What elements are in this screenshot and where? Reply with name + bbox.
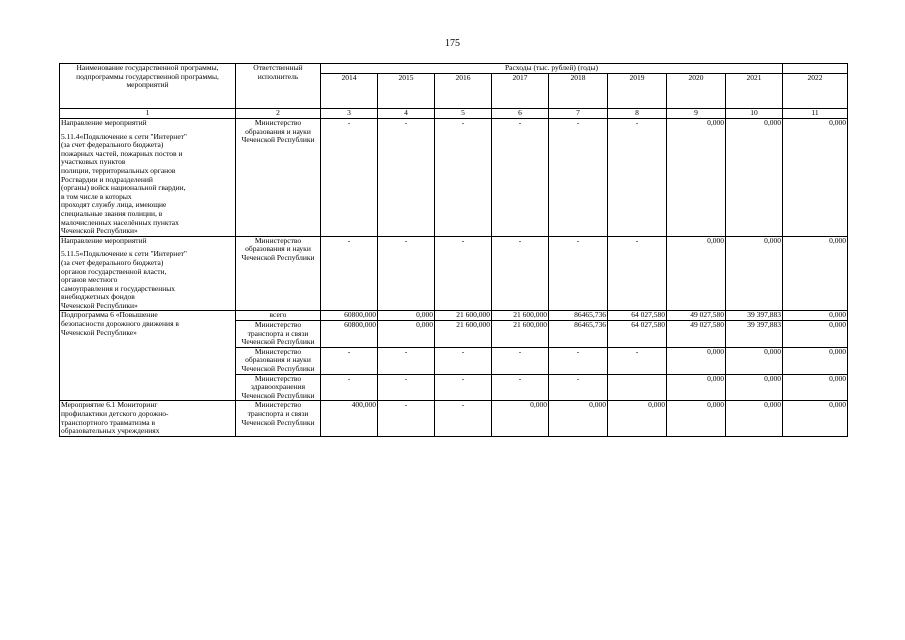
value-cell: - [492,347,549,374]
row-name-line: (за счет федерального бюджета) [61,257,164,267]
value-cell: 0,000 [783,374,848,401]
row-name-line: образовательных учреждениях [61,426,160,436]
value-cell: 0,000 [667,401,726,436]
row-name-line: Направление мероприятий [61,236,147,245]
row-name-line: Направление мероприятий [61,118,147,127]
year-header-cell: 2022 [783,74,848,109]
responsible-cell: Министерство транспорта и связи Чеченской Республики [236,401,321,436]
value-cell: 0,000 [783,321,848,348]
row-name-line: Мероприятие 6.1 Мониторинг [61,400,158,410]
row-name-line: полиции, территориальных органов [61,165,176,175]
value-cell: - [549,236,608,311]
row-name-line: 5.11.5«Подключение к сети "Интернет" [61,249,187,259]
budget-table [59,63,848,437]
row-name-line: Росгвардии и подразделений [61,174,153,184]
row-name-line: профилактики детского дорожно- [61,409,169,418]
value-cell: 0,000 [783,347,848,374]
header-empty-cell [783,64,848,74]
column-numbers-row [60,109,848,119]
year-header-cell: 2020 [667,74,726,109]
page-number: 175 [445,38,460,49]
row-name-line: Подпрограмма 6 «Повышение [61,310,158,320]
responsible-cell: Министерство образования и науки Чеченской Республики [236,119,321,237]
year-header-cell: 2021 [726,74,783,109]
row-name-line: транспортного травматизма в [61,417,156,427]
value-cell: 86465,736 [549,311,608,321]
table-row [60,119,848,237]
value-cell: 21 600,000 [435,311,492,321]
value-cell: 0,000 [608,401,667,436]
column-number-cell: 6 [492,109,549,119]
row-name-line: (органы) войск национальной гвардии, [61,183,186,193]
value-cell: - [378,119,435,237]
value-cell: - [321,374,378,401]
value-cell: 49 027,580 [667,311,726,321]
value-cell: 39 397,883 [726,311,783,321]
row-name-cell [60,119,236,237]
row-name-line: специальные звания полиции, в [61,208,163,218]
row-name-line: самоуправления и государственных [61,283,176,293]
header-responsible-col: Ответственный исполнитель [236,64,321,109]
value-cell: - [435,236,492,311]
column-number-cell: 1 [60,109,236,119]
value-cell: - [608,119,667,237]
value-cell: - [321,236,378,311]
responsible-cell: Министерство здравоохранения Чеченской Республики [236,374,321,401]
value-cell: - [608,236,667,311]
value-cell: - [549,119,608,237]
value-cell: 0,000 [378,311,435,321]
value-cell: 60800,000 [321,311,378,321]
value-cell: 64 027,580 [608,311,667,321]
value-cell: 0,000 [667,347,726,374]
value-cell: 0,000 [549,401,608,436]
row-name-line: пожарных частей, пожарных постов и [61,148,183,158]
row-name-line: в том числе в которых [61,191,132,201]
row-name-line: органов государственной власти, [61,266,167,276]
value-cell: - [378,236,435,311]
value-cell: 400,000 [321,401,378,436]
row-name-line: внебюджетных фондов [61,292,135,302]
value-cell: - [549,347,608,374]
value-cell: 21 600,000 [435,321,492,348]
value-cell: - [378,401,435,436]
value-cell: 21 600,000 [492,311,549,321]
value-cell: 0,000 [726,236,783,311]
column-number-cell: 10 [726,109,783,119]
row-name-line: проходят службу лица, имеющие [61,200,167,210]
column-number-cell: 4 [378,109,435,119]
value-cell: 0,000 [726,347,783,374]
column-number-cell: 3 [321,109,378,119]
value-cell: 0,000 [726,374,783,401]
header-expenses-col: Расходы (тыс. рублей) (годы) [321,64,783,74]
value-cell: 0,000 [726,119,783,237]
value-cell: - [378,374,435,401]
value-cell: 49 027,580 [667,321,726,348]
value-cell: - [378,347,435,374]
row-name-line: (за счет федерального бюджета) [61,140,164,150]
row-name-line: малочисленных населённых пунктах [61,217,179,227]
value-cell: 0,000 [726,401,783,436]
value-cell: 0,000 [783,119,848,237]
value-cell: 0,000 [783,311,848,321]
value-cell: - [549,374,608,401]
row-name-line: органов местного [61,275,118,285]
value-cell: 21 600,000 [492,321,549,348]
row-name-line: безопасности дорожного движения в [61,319,179,329]
row-name-line: Чеченской Республики» [61,300,138,310]
column-number-cell: 2 [236,109,321,119]
row-name-cell [60,401,236,436]
table-row [60,236,848,311]
column-number-cell: 8 [608,109,667,119]
value-cell: - [435,401,492,436]
value-cell: - [435,119,492,237]
value-cell: 0,000 [667,119,726,237]
column-number-cell: 5 [435,109,492,119]
year-header-cell: 2019 [608,74,667,109]
value-cell: 0,000 [492,401,549,436]
value-cell: 0,000 [378,321,435,348]
row-name-line: Чеченской Республике» [61,327,137,337]
row-name-cell [60,311,236,401]
header-row-top [60,64,848,74]
value-cell: 64 027,580 [608,321,667,348]
table-row [60,401,848,436]
row-name-line: Чеченской Республики» [61,226,138,236]
column-number-cell: 11 [783,109,848,119]
column-number-cell: 9 [667,109,726,119]
value-cell [608,374,667,401]
year-header-cell: 2015 [378,74,435,109]
row-name-cell [60,236,236,311]
value-cell: 0,000 [667,374,726,401]
value-cell: - [435,347,492,374]
value-cell: - [321,347,378,374]
responsible-cell: Министерство транспорта и связи Чеченской Республики [236,321,321,348]
value-cell: 60800,000 [321,321,378,348]
value-cell: - [492,236,549,311]
year-header-cell: 2014 [321,74,378,109]
value-cell: 86465,736 [549,321,608,348]
value-cell: - [492,374,549,401]
year-header-cell: 2016 [435,74,492,109]
responsible-cell: всего [236,311,321,321]
value-cell: 0,000 [783,401,848,436]
value-cell: - [608,347,667,374]
value-cell: 0,000 [667,236,726,311]
value-cell: - [435,374,492,401]
header-name-col: Наименование государственной программы, подпрограммы государственной программы, мероприятий [60,64,236,109]
responsible-cell: Министерство образования и науки Чеченской Республики [236,236,321,311]
responsible-cell: Министерство образования и науки Чеченской Республики [236,347,321,374]
row-name-line: 5.11.4«Подключение к сети "Интернет" [61,131,187,141]
year-header-cell: 2018 [549,74,608,109]
year-header-cell: 2017 [492,74,549,109]
value-cell: 0,000 [783,236,848,311]
row-name-line: участковых пунктов [61,157,126,167]
column-number-cell: 7 [549,109,608,119]
value-cell: - [492,119,549,237]
value-cell: 39 397,883 [726,321,783,348]
table-row [60,311,848,321]
value-cell: - [321,119,378,237]
